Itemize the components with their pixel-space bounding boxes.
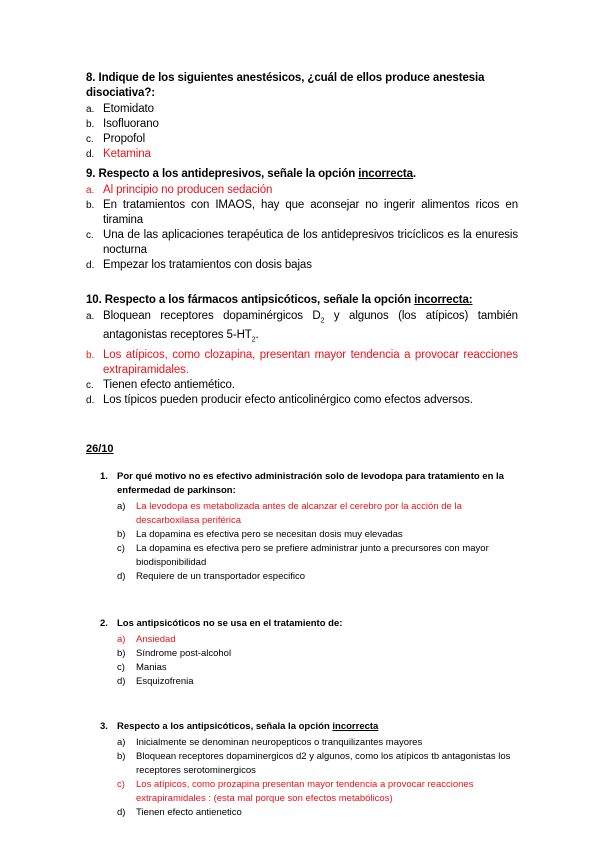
- question-10: [86, 293, 518, 408]
- s1-option-a-answer: a) La levodopa es metabolizada antes de alcanzar el cerebro por la acción de la descarboxilasa periférica: [117, 501, 462, 526]
- option-9c: c. Una de las aplicaciones terapéutica de los antidepresivos tricíclicos es la enuresis nocturna: [86, 229, 518, 256]
- s2-option-a-answer: a) Ansiedad: [117, 634, 176, 645]
- question-8: [86, 71, 518, 162]
- date-heading: 26/10: [86, 443, 114, 455]
- s3-option-c-answer: c) Los atípicos, como prozapina presentan mayor tendencia a provocar reacciones extrapiramidales : (esta mal porque son efectos metabólicos): [117, 779, 474, 804]
- s1-option-b: b) La dopamina es efectiva pero se necesitan dosis muy elevadas: [117, 529, 403, 540]
- option-10b-answer: b. Los atípicos, como clozapina, presentan mayor tendencia a provocar reacciones extrapiramidales.: [86, 348, 518, 376]
- option-8d-answer: d. Ketamina: [86, 148, 151, 160]
- s3-option-d: d) Tienen efecto antienetico: [117, 807, 242, 818]
- option-8c: c. Propofol: [86, 133, 146, 145]
- option-8a: a. Etomidato: [86, 103, 154, 115]
- s2-option-c: c) Manias: [117, 662, 167, 673]
- s-question-3-title: 3. Respecto a los antipsicóticos, señala la opción incorrecta: [100, 721, 379, 732]
- s1-option-c: c) La dopamina es efectiva pero se prefiere administrar junto a precursores con mayor biodisponibilidad: [117, 543, 489, 568]
- s-question-1: [100, 470, 518, 584]
- s3-option-a: a) Inicialmente se denominan neuropepticos o tranquilizantes mayores: [117, 737, 423, 748]
- s-question-2: [100, 617, 518, 689]
- option-8b: b. Isofluorano: [86, 118, 159, 130]
- s2-option-b: b) Síndrome post-alcohol: [117, 648, 232, 659]
- option-9a-answer: a. Al principio no producen sedación: [86, 184, 273, 196]
- s-question-3: [100, 720, 518, 820]
- option-10c: c. Tienen efecto antiemético.: [86, 378, 235, 391]
- option-10d: d. Los típicos pueden producir efecto anticolinérgico como efectos adversos.: [86, 393, 473, 406]
- s3-option-b: b) Bloquean receptores dopaminergicos d2 y algunos, como los atípicos tb antagonistas los receptores serotominergicos: [117, 751, 511, 776]
- question-10-title: 10. Respecto a los fármacos antipsicóticos, señale la opción incorrecta:: [86, 294, 473, 306]
- question-9-title: 9. Respecto a los antidepresivos, señale la opción incorrecta.: [86, 168, 416, 180]
- option-9b: b. En tratamientos con IMAOS, hay que aconsejar no ingerir alimentos ricos en tiramina: [86, 199, 518, 226]
- question-8-title: 8. Indique de los siguientes anestésicos, ¿cuál de ellos produce anestesia disociativa?:: [86, 72, 485, 99]
- option-10a: a. Bloquean receptores dopaminérgicos $D_2$ y algunos (los atípicos) también antagonistas receptores $5-HT_2$.: [86, 310, 518, 344]
- question-9: [86, 167, 518, 273]
- s1-option-d: d) Requiere de un transportador especifico: [117, 571, 305, 582]
- option-9d: d. Empezar los tratamientos con dosis bajas: [86, 259, 312, 271]
- s2-option-d: d) Esquizofrenia: [117, 676, 194, 687]
- s-question-2-title: 2. Los antipsicóticos no se usa en el tratamiento de:: [100, 618, 343, 629]
- s-question-1-title: 1. Por qué motivo no es efectivo administración solo de levodopa para tratamiento en la enfermedad de parkinson:: [100, 471, 504, 496]
